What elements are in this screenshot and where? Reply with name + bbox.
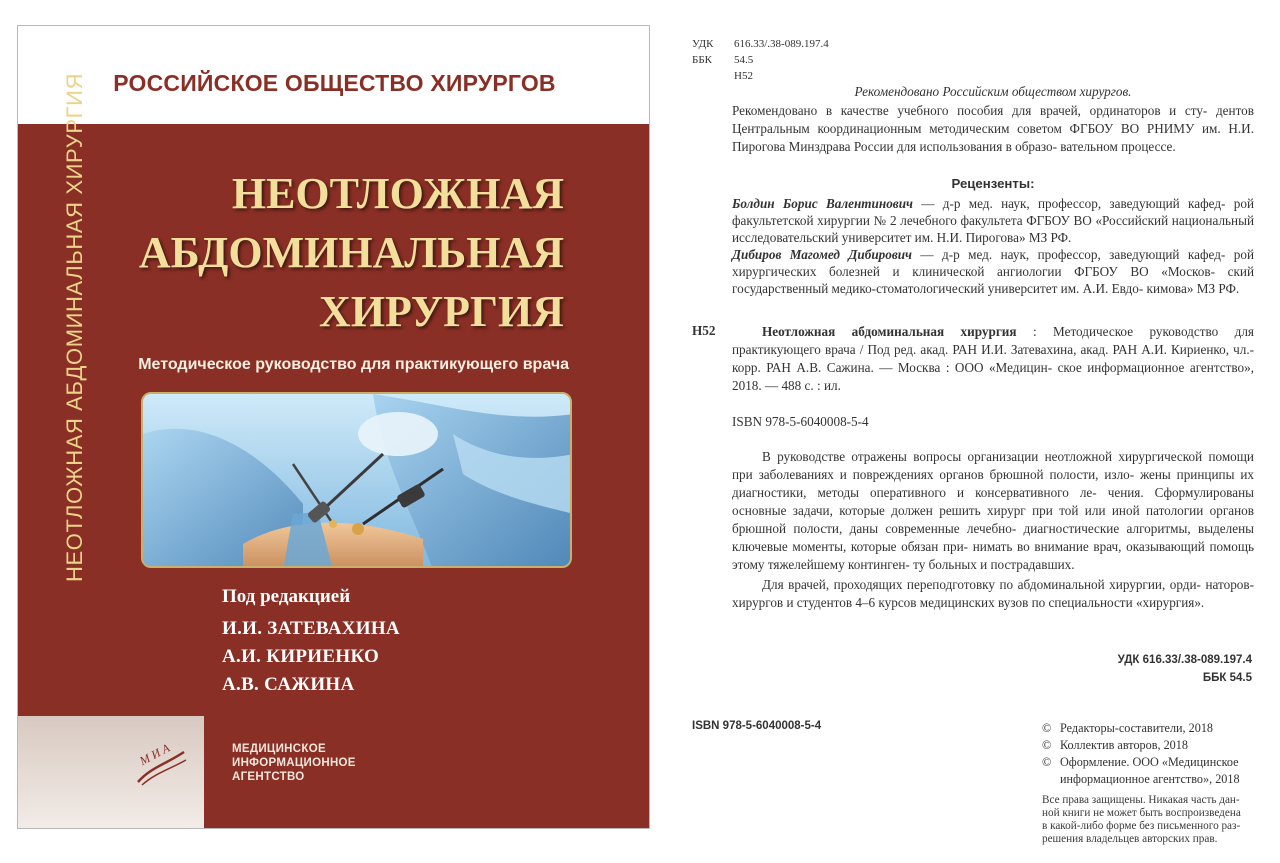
svg-text:М И А: М И А	[137, 740, 173, 769]
text-line: кимова» МЗ РФ.	[1146, 281, 1240, 296]
publisher-name-line: АГЕНТСТВО	[232, 771, 305, 783]
text-line: дентов Центральным координационным методическим советом ФГБОУ ВО	[732, 103, 1254, 136]
text-line: для практикующего врача / Под ред. акад. РАН И.И. Затевахина, акад. РАН	[732, 324, 1254, 357]
editor-name: И.И. ЗАТЕВАХИНА	[222, 618, 400, 639]
reviewer-entry	[732, 195, 1254, 246]
text-line: ское информационное агентство», 2018. — 488 с. : ил.	[732, 360, 1255, 393]
copyright-icon: ©	[1042, 721, 1052, 735]
copyright-row	[1042, 737, 1272, 754]
text-line: В руководстве отражены вопросы организации неотложной хирургической	[762, 449, 1203, 464]
text-line: информационное агентство», 2018	[1060, 772, 1240, 786]
cover-header-band	[18, 26, 650, 124]
reviewer-entry	[732, 246, 1254, 297]
cover-editors	[222, 586, 400, 702]
cover-title-line: ХИРУРГИЯ	[319, 287, 564, 336]
text-line: РНИМУ им. Н.И. Пирогова Минздрава России для использования в образо-	[732, 121, 1255, 154]
society-name: РОССИЙСКОЕ ОБЩЕСТВО ХИРУРГОВ	[113, 70, 556, 96]
recommended-by: Рекомендовано Российским обществом хирургов.	[854, 84, 1132, 99]
code-row	[692, 36, 829, 52]
classification-codes	[692, 36, 829, 84]
text-line: той или иной патологии органов брюшной полости, даны современные лечебно-	[732, 503, 1255, 536]
cover-vertical-title: НЕОТЛОЖНАЯ АБДОМИНАЛЬНАЯ ХИРУРГИЯ	[62, 72, 87, 582]
code-value: 54.5	[734, 54, 754, 66]
text-line: диагностические алгоритмы, выделены ключевые моменты, которые обязан при-	[732, 521, 1254, 554]
text-line: : Методическое руководство	[1016, 324, 1219, 339]
code-row	[692, 52, 829, 68]
text-line: «хирургия».	[1135, 595, 1205, 610]
text-line: вательном процессе.	[1060, 139, 1176, 154]
copyright-row	[1042, 754, 1272, 788]
text-line: Оформление. ООО «Медицинское	[1060, 755, 1239, 769]
isbn: ISBN 978-5-6040008-5-4	[732, 414, 869, 429]
text-line: в какой-либо форме без письменного раз-	[1042, 820, 1241, 832]
editor-name: А.И. КИРИЕНКО	[222, 646, 380, 667]
code-value: Н52	[734, 70, 753, 82]
publisher-name-line: ИНФОРМАЦИОННОЕ	[232, 757, 356, 769]
text-line: жены принципы их диагностики, методы оперативного и консервативного ле-	[732, 467, 1254, 500]
text-line: Рекомендовано в качестве учебного пособия для врачей, ординаторов и сту-	[732, 103, 1208, 118]
rights-notice	[1042, 794, 1270, 846]
text-line: наторов-хирургов и студентов 4–6 курсов медицинских вузов по специальности	[732, 577, 1255, 610]
isbn-bottom: ISBN 978-5-6040008-5-4	[692, 720, 822, 732]
text-line: нимать во внимание врач, оказывающий помощь этому тяжелейшему континген-	[732, 539, 1254, 572]
code-row	[692, 68, 829, 84]
cover-title-line: НЕОТЛОЖНАЯ	[231, 169, 564, 218]
surgery-photo	[141, 392, 572, 568]
text-line: Редакторы-составители, 2018	[1060, 721, 1214, 735]
copyright-icon: ©	[1042, 738, 1052, 752]
book-cover	[17, 25, 650, 829]
text-line: решения владельцев авторских прав.	[1042, 833, 1218, 845]
abstract-paragraph	[732, 576, 1254, 612]
code-key: ББК	[692, 54, 712, 66]
classification-codes-bottom	[1118, 651, 1252, 687]
editor-name: А.В. САЖИНА	[222, 674, 355, 695]
text-line: ский государственный медико-стоматологический университет им. А.И. Евдо-	[732, 264, 1254, 296]
text-line: ной книги не может быть воспроизведена	[1042, 807, 1241, 819]
abstract	[732, 448, 1254, 612]
bbk-code: ББК 54.5	[1202, 672, 1252, 684]
author-mark: Н52	[692, 323, 716, 338]
reviewers-title: Рецензенты:	[951, 176, 1035, 191]
text-line: рой хирургических болезней и клинической ангиологии ФГБОУ ВО «Москов-	[732, 247, 1254, 279]
text-line: чения. Сформулированы основные задачи, которые должен решить хирург при	[732, 485, 1255, 518]
text-line: Коллектив авторов, 2018	[1060, 738, 1188, 752]
code-key: УДК	[692, 38, 714, 50]
text-line: А.И. Кириенко, чл.-корр. РАН А.В. Сажина. — Москва : ООО «Медицин-	[732, 342, 1255, 375]
citation-title: Неотложная абдоминальная хирургия	[762, 324, 1017, 339]
abstract-paragraph	[732, 448, 1254, 574]
publisher-logo-icon	[132, 738, 190, 788]
text-line: — д-р мед. наук, профессор, заведующий кафед-	[911, 247, 1226, 262]
publisher-name	[232, 742, 356, 784]
copyright-block	[1042, 720, 1272, 788]
code-value: 616.33/.38-089.197.4	[734, 38, 829, 50]
reviewer-name: Дибиров Магомед Дибирович	[732, 247, 912, 262]
copyright-row	[1042, 720, 1272, 737]
udk-code: УДК 616.33/.38-089.197.4	[1117, 654, 1252, 666]
imprint-page	[660, 0, 1280, 863]
bibliographic-citation	[732, 323, 1254, 395]
reviewer-name: Болдин Борис Валентинович	[732, 196, 913, 211]
text-line: помощи при заболеваниях и повреждениях органов брюшной полости, изло-	[732, 449, 1254, 482]
text-line: ту больных и пострадавших.	[913, 557, 1075, 572]
cover-subtitle: Методическое руководство для практикующего врача	[138, 356, 569, 373]
recommendation-text	[732, 102, 1254, 156]
text-line: — д-р мед. наук, профессор, заведующий кафед-	[912, 196, 1226, 211]
copyright-icon: ©	[1042, 755, 1052, 769]
publisher-name-line: МЕДИЦИНСКОЕ	[232, 743, 326, 755]
text-line: рой факультетской хирургии № 2 лечебного факультета ФГБОУ ВО «Российский	[732, 196, 1254, 228]
text-line: Все права защищены. Никакая часть дан-	[1042, 794, 1240, 806]
editors-label: Под редакцией	[222, 586, 351, 607]
cover-title	[139, 164, 564, 341]
cover-title-line: АБДОМИНАЛЬНАЯ	[138, 228, 564, 277]
surgery-photo-illustration	[143, 394, 572, 568]
text-line: Для врачей, проходящих переподготовку по абдоминальной хирургии, орди-	[762, 577, 1201, 592]
text-line: национальный исследовательский университет им. Н.И. Пирогова» МЗ РФ.	[732, 213, 1255, 245]
